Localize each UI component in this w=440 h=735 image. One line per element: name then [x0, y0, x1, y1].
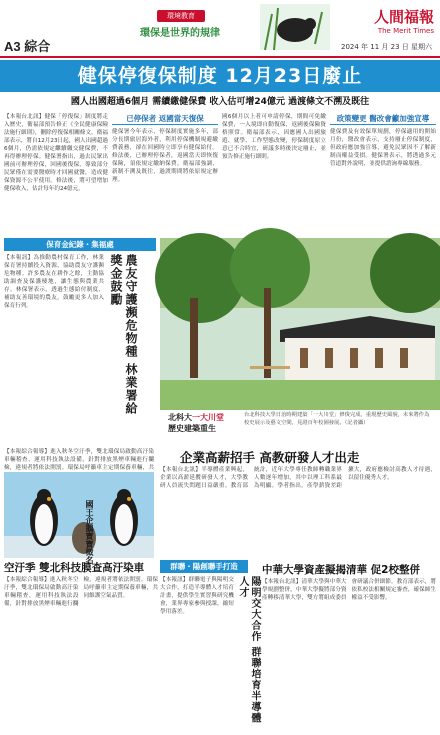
main-headline: 健保停復保制度 12月23日廢止	[0, 60, 440, 92]
talent-text: 【本報訊】群聯電子與陽明交大合作，打造半導體人才培育計畫，提供學生實習與研究機會，業界專家參與授課，縮短學用落差。	[160, 577, 234, 615]
science-text-body: 【本報綜合報導】進入秋冬空汙季，雙北環保局啟動高汙染車輛稽查，運用科技執法設備，針對排放黑煙車輛進行攔檢，違規者將依法開罰。環保局呼籲車主定期保養車輛，共同維護空氣品質。	[4, 577, 158, 607]
section-label: A3 綜合	[4, 39, 51, 54]
lead-column-3: 國6個月以上者可申請停保，期間可免繳保費，一入境即自動復保，返國後保險資格照常。衛福部表示，因應國人出國旅遊、就學、工作型態改變，停保制度原立意已不合時宜，研議多時後決定廢止，並預告修正施行細則。	[222, 114, 326, 160]
issue-date: 2024 年 11 月 23 日 星期六	[341, 43, 432, 51]
caption-title-part-b: 歷史建築重生	[168, 424, 216, 433]
masthead	[0, 0, 440, 58]
lead-section-head-1	[112, 113, 218, 125]
photo-caption-text: 台北科技大學日治時期建築「一大川堂」修復完成，重現歷史風貌，未來將作為校史展示及藝文空間，見證百年校園發展。（記者攝）	[244, 412, 430, 426]
lead-section-head-1-label: 已停保者 返國當天復保	[126, 114, 204, 123]
hire-headline: 企業高薪招手 高教研發人才出走	[180, 450, 360, 465]
science-preamble: 【本報綜合報導】進入秋冬空汙季，雙北環保局啟動高汙染車輛稽查，運用科技執法設備，針對排放黑煙車輛進行攔檢，違規者將依法開罰。環保局呼籲車主定期保養車輛，共	[4, 449, 154, 471]
masthead-rule	[0, 56, 440, 58]
lead-section-head-2	[330, 113, 436, 125]
lead-column-2: 健保署今年表示，停保制度實施多年，部分長期旅居海外者，利用停保機制規避繳費義務，卻在回國時立即享有健保給付。修法後，已辦理停保者，返國當天即恢復保險，須依規定繳納保費。衛福部強調，新制不溯及既往，過渡期間將依原規定辦理。	[112, 129, 218, 183]
bamboo-decoration-icon	[260, 4, 330, 50]
newspaper-logo	[374, 6, 434, 35]
china-text: 【本報台北訊】清華大學與中華大學規劃整併，中華大學擬將部分資產轉移清華大學，雙方將組成委員會研議合併細節。教育部表示，將依私校法相關規定審查，確保師生權益不受影響。	[262, 579, 436, 601]
slogan: 環保是世界的規律	[140, 28, 220, 39]
penguin-label-line-2: 寶寶徵名	[85, 532, 94, 564]
penguin-label-line-1: 國王企鵝	[85, 500, 94, 532]
campus-building-image	[160, 238, 440, 410]
logo-chinese: 人間福報	[373, 8, 434, 26]
penguin-photo	[4, 472, 154, 558]
fund-tab: 保育金紀錄・集福處	[4, 238, 156, 251]
talent-title: 陽明交大合作 群聯培育半導體人才	[237, 576, 260, 724]
penguin-image	[4, 472, 154, 558]
caption-title-highlight: 一大川堂	[192, 413, 224, 422]
lead-column-4: 健保費及有效保單規劃，停保適用的開始月份，醫改會表示，支持廢止停保制度，但政府應加強宣導，避免民眾因不了解新制而權益受損。健保署表示，將透過多元管道對外說明，並提供諮詢專線服務。	[330, 129, 436, 167]
penguin-label	[84, 500, 94, 564]
logo-english: The Merit Times	[377, 27, 434, 35]
lead-section-head-2-label: 政策變更 醫改會籲加強宣導	[336, 114, 430, 123]
talent-tab: 群聯・陽創聯手打造	[160, 560, 248, 573]
lead-column-1: 【本報台北訊】健保「停復保」制度將走入歷史，衛福部預告修正《全民健康保險法施行細則》，刪除停復保相關條文，衛福部表示，將自12月23日起，國人出國超過6個月，仍需依規定繼續繳交健保費，不再得辦理停保。健保署指出，過去民眾出國前可辦理停保，回國後復保，導致部分民眾僅在需要醫療時才回國就醫，造成健保資源不公平使用。修法後，將可望增加健保收入，估計每年約24億元。	[4, 114, 108, 192]
science-headline: 空汙季 雙北科技膜查高汙染車	[4, 562, 145, 574]
campus-photo	[160, 238, 440, 410]
photo-caption	[160, 410, 440, 444]
slogan-tag: 環境教育	[157, 10, 205, 22]
photo-caption-title	[168, 412, 224, 434]
fund-text: 【本報訊】為推動農村保育工作，林業保育署持續投入資源，協助農友守護瀕危物種。許多農友在耕作之餘，主動協助調查及保護棲地，讓生態與農業共存。林保署表示，透過生態給付制度，補助友善環境的農友，鼓勵更多人加入保育行列。	[4, 255, 104, 309]
hire-text: 【本報台北訊】半導體產業興起，企業以高薪延攬研發人才，大學教研人員流失問題日益嚴重。教育部統計，近年大學專任教師轉職業界人數逐年增加，其中以理工科系最為明顯。學者指出，產學薪資差距擴大，政府應檢討高教人才待遇，以留住優秀人才。	[160, 467, 436, 489]
fund-title: 農友守護瀕危物種 林業署給獎金鼓勵	[109, 254, 138, 416]
main-subhead: 國人出國超過6個月 需續繳健保費 收入估可增24億元 過渡條文不溯及既往	[70, 97, 370, 107]
china-headline: 中華大學資產擬揭清華 促2校整併	[262, 564, 420, 576]
caption-title-part-a: 北科大	[168, 413, 192, 422]
